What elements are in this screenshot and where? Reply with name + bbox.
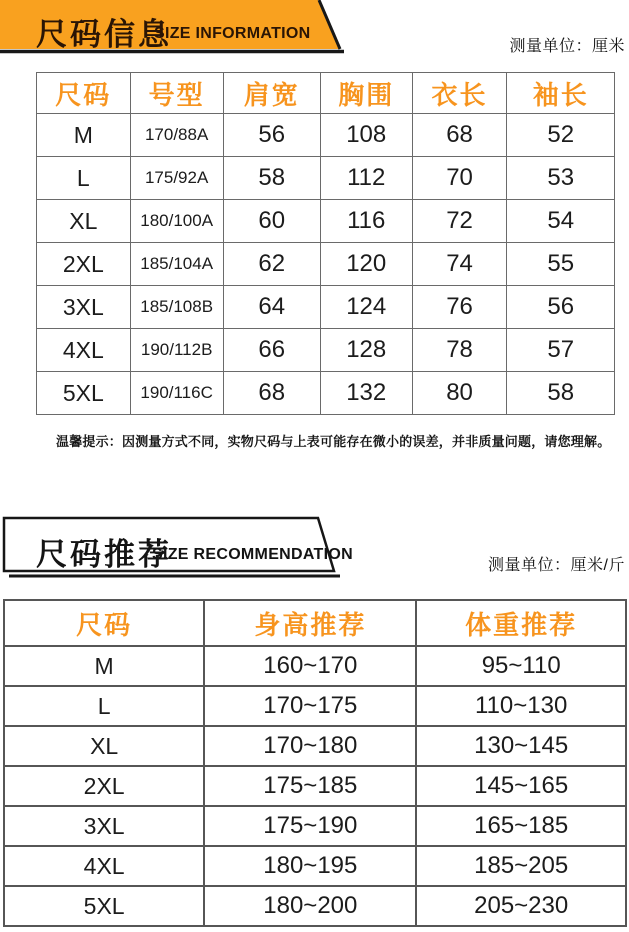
column-header: 胸围 [320,73,412,114]
table-cell: 165~185 [416,806,626,846]
table-cell: 132 [320,372,412,415]
measurement-note: 温馨提示：因测量方式不同，实物尺码与上表可能存在微小的误差，并非质量问题，请您理解。 [56,434,611,449]
table-cell: 180/100A [130,200,223,243]
size-recommendation-banner [0,515,352,581]
table-cell: 62 [223,243,320,286]
table-cell: L [37,157,131,200]
table-cell: 56 [507,286,615,329]
column-header: 尺码 [4,600,204,646]
table-cell: 70 [412,157,507,200]
column-header: 肩宽 [223,73,320,114]
table-cell: 76 [412,286,507,329]
table-cell: 58 [223,157,320,200]
table-row [37,286,615,329]
table-cell: 110~130 [416,686,626,726]
size-info-table [36,72,615,415]
table-row [4,686,626,726]
table-cell: 170~175 [204,686,416,726]
table-cell: 3XL [37,286,131,329]
table-cell: XL [37,200,131,243]
table-cell: 57 [507,329,615,372]
table-cell: 56 [223,114,320,157]
table-cell: 80 [412,372,507,415]
table-cell: 2XL [37,243,131,286]
table-row [4,726,626,766]
table-cell: 4XL [4,846,204,886]
table-cell: 52 [507,114,615,157]
table-cell: 180~195 [204,846,416,886]
table-cell: 2XL [4,766,204,806]
table-cell: 5XL [37,372,131,415]
column-header: 尺码 [37,73,131,114]
column-header: 袖长 [507,73,615,114]
section1-title: 尺码信息 [36,17,172,52]
column-header: 号型 [130,73,223,114]
unit-label-cm: 测量单位：厘米 [509,38,625,55]
table-cell: 170~180 [204,726,416,766]
table-cell: 55 [507,243,615,286]
table-cell: M [37,114,131,157]
table-cell: 54 [507,200,615,243]
table-cell: 185/108B [130,286,223,329]
table-cell: 185/104A [130,243,223,286]
table-cell: 68 [223,372,320,415]
table-cell: 68 [412,114,507,157]
table-cell: 116 [320,200,412,243]
table-cell: 64 [223,286,320,329]
section2-subtitle: SIZE RECOMMENDATION [152,546,353,563]
header-row [37,73,615,114]
table-cell: 160~170 [204,646,416,686]
table-cell: M [4,646,204,686]
table-row [37,372,615,415]
table-cell: 124 [320,286,412,329]
column-header: 身高推荐 [204,600,416,646]
table-cell: 120 [320,243,412,286]
table-cell: 5XL [4,886,204,926]
table-cell: 190/112B [130,329,223,372]
table-cell: 95~110 [416,646,626,686]
table-cell: 130~145 [416,726,626,766]
column-header: 体重推荐 [416,600,626,646]
table-cell: 4XL [37,329,131,372]
table-cell: XL [4,726,204,766]
table-cell: 180~200 [204,886,416,926]
table-cell: 175~185 [204,766,416,806]
table-cell: 112 [320,157,412,200]
table-row [4,646,626,686]
table-cell: 72 [412,200,507,243]
table-row [4,846,626,886]
size-recommendation-table [3,599,627,927]
size-info-banner [0,0,352,56]
section2-title: 尺码推荐 [36,537,172,572]
table-cell: 145~165 [416,766,626,806]
table-row [37,243,615,286]
table-cell: 128 [320,329,412,372]
table-cell: 190/116C [130,372,223,415]
header-row [4,600,626,646]
table-row [37,200,615,243]
table-cell: 3XL [4,806,204,846]
table-cell: 78 [412,329,507,372]
table-cell: 53 [507,157,615,200]
table-row [4,886,626,926]
table-cell: 74 [412,243,507,286]
table-cell: 205~230 [416,886,626,926]
table-cell: L [4,686,204,726]
table-cell: 58 [507,372,615,415]
table-row [37,329,615,372]
table-cell: 185~205 [416,846,626,886]
table-cell: 60 [223,200,320,243]
table-cell: 108 [320,114,412,157]
section1-subtitle: SIZE INFORMATION [154,25,311,42]
table-row [37,114,615,157]
table-cell: 66 [223,329,320,372]
unit-label-cm-jin: 测量单位：厘米/斤 [488,557,625,574]
table-row [37,157,615,200]
table-cell: 175~190 [204,806,416,846]
table-row [4,766,626,806]
table-row [4,806,626,846]
table-cell: 175/92A [130,157,223,200]
table-cell: 170/88A [130,114,223,157]
column-header: 衣长 [412,73,507,114]
